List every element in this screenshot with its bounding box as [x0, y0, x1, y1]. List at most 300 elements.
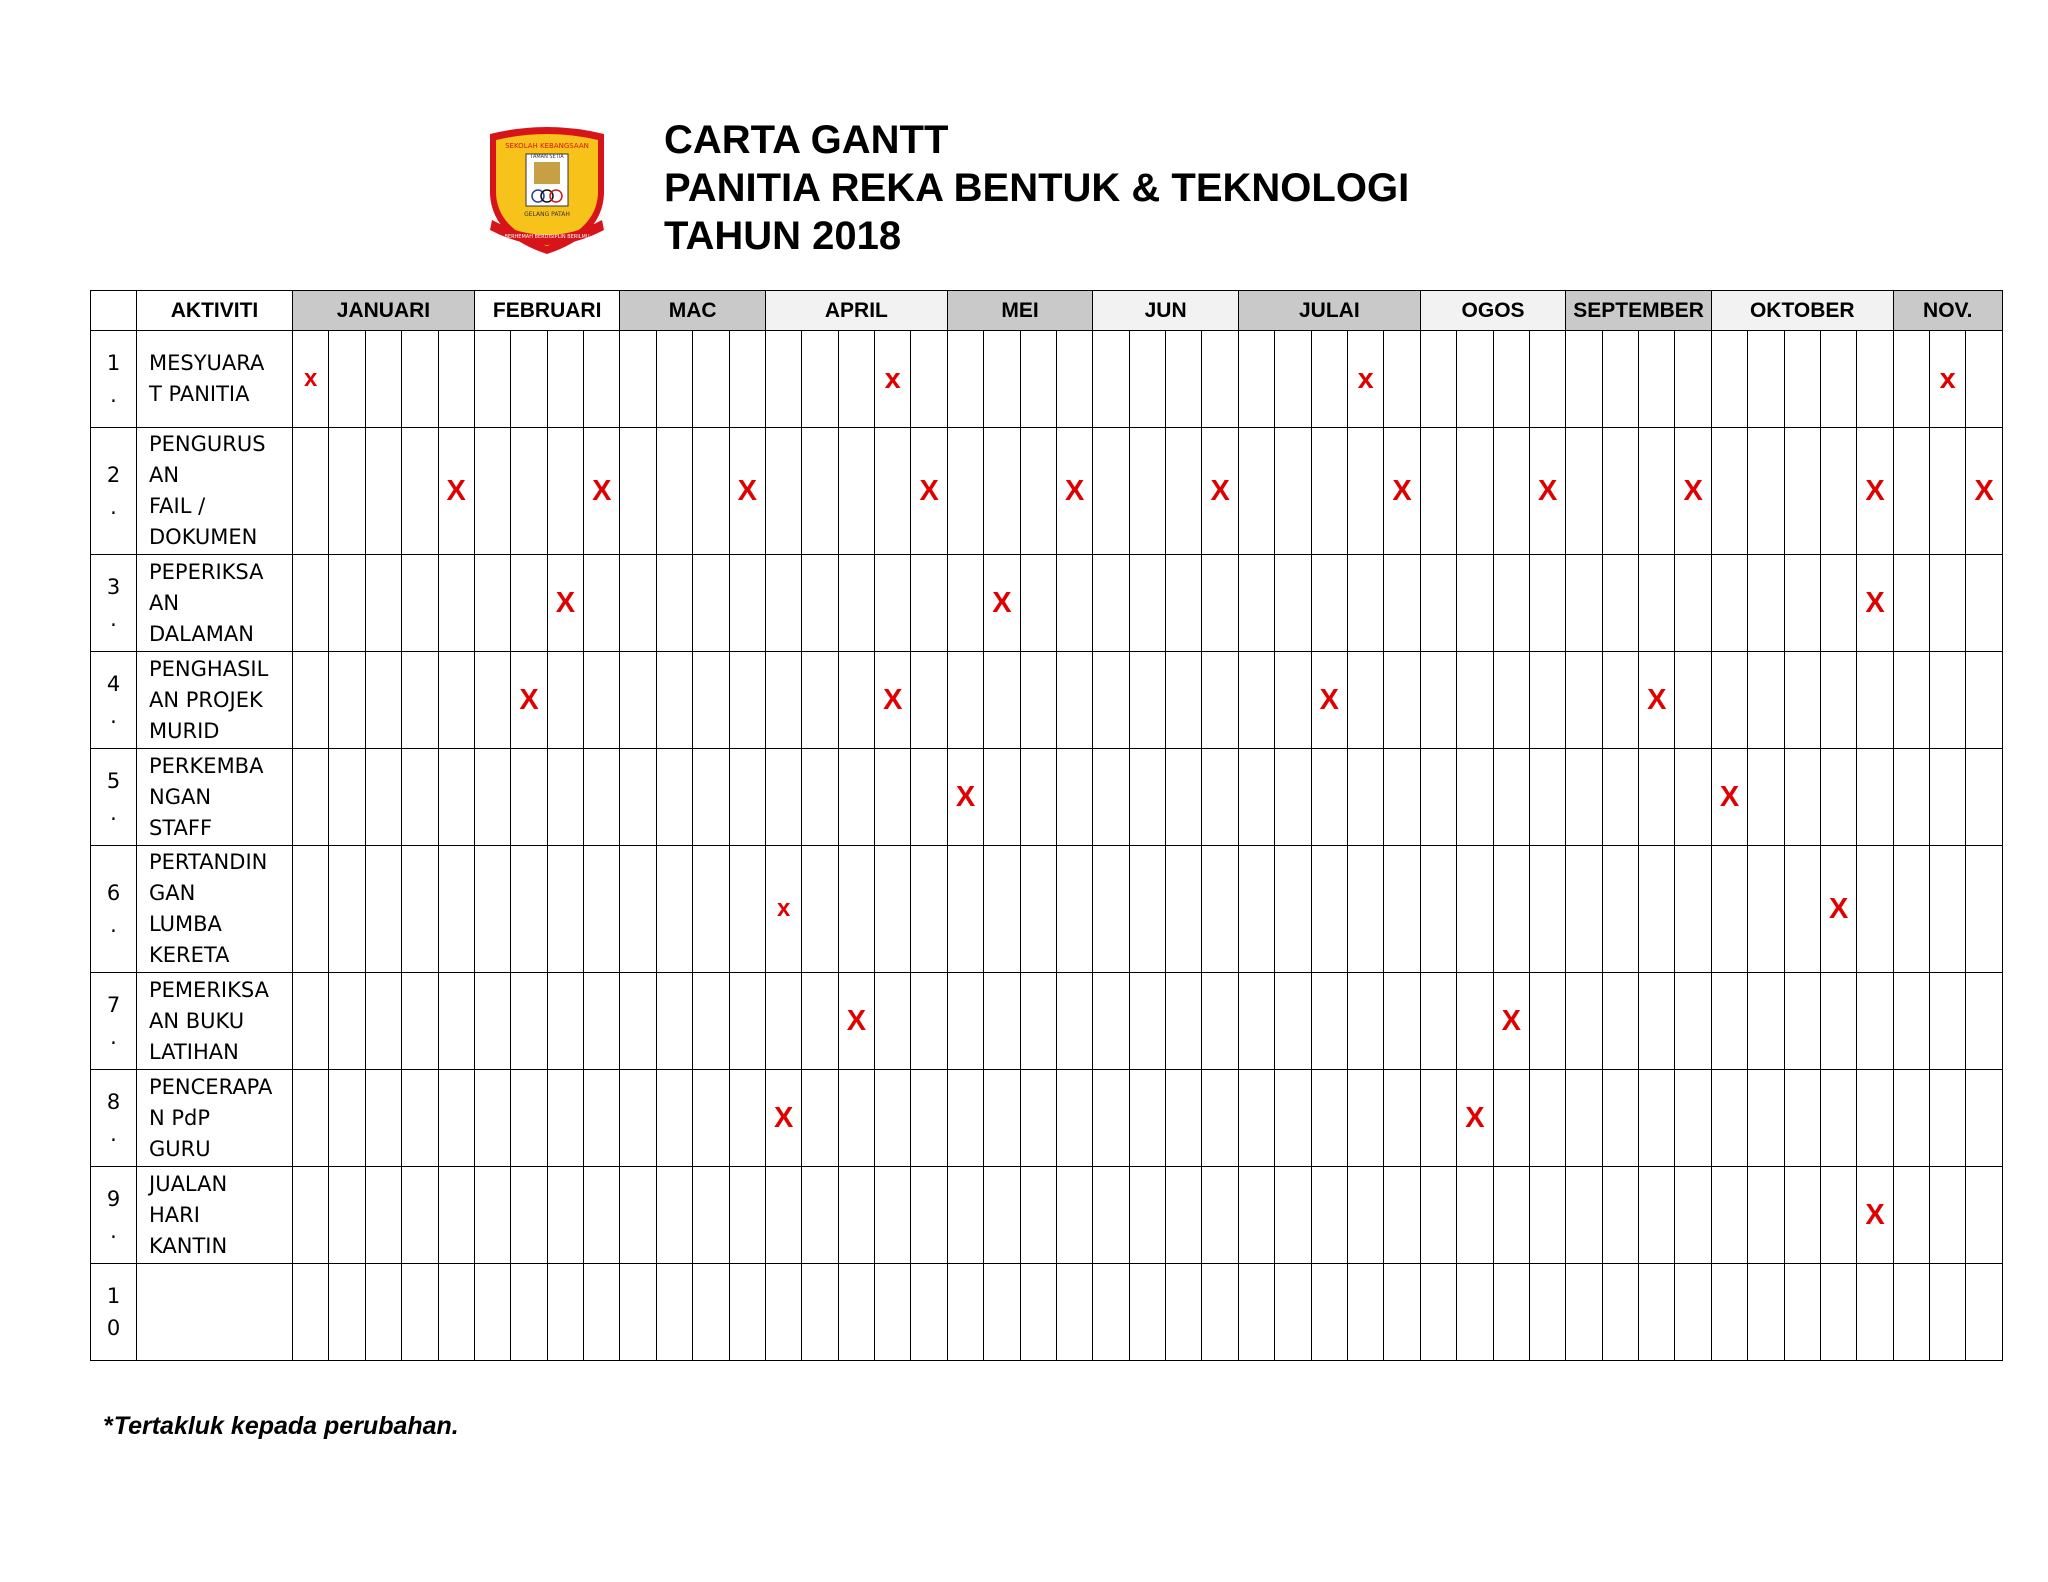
week-cell [1748, 846, 1784, 973]
week-cell [547, 1070, 583, 1167]
week-cell [984, 749, 1020, 846]
week-cell [1639, 1264, 1675, 1361]
activity-name: JUALAN HARI KANTIN [137, 1167, 293, 1264]
week-cell [474, 846, 510, 973]
week-cell [620, 749, 656, 846]
week-cell [1602, 331, 1638, 428]
week-cell [1566, 428, 1602, 555]
gantt-chart-table [90, 290, 2003, 1361]
row-number: 1 0 [91, 1264, 137, 1361]
week-cell [1748, 973, 1784, 1070]
week-cell [1748, 652, 1784, 749]
week-cell [1857, 749, 1893, 846]
row-number: 8 . [91, 1070, 137, 1167]
week-cell [1275, 331, 1311, 428]
week-cell [1166, 1167, 1202, 1264]
week-cell [1820, 652, 1856, 749]
week-cell [765, 428, 801, 555]
activity-row [91, 1264, 2003, 1361]
week-cell [1202, 1264, 1238, 1361]
week-cell [1966, 1264, 2002, 1361]
week-cell [1093, 1167, 1129, 1264]
week-cell [1711, 428, 1747, 555]
week-cell [1420, 973, 1456, 1070]
week-cell [1566, 555, 1602, 652]
week-cell [547, 331, 583, 428]
week-cell [1966, 749, 2002, 846]
schedule-mark: X [911, 428, 947, 555]
week-cell [511, 1264, 547, 1361]
week-cell [911, 973, 947, 1070]
week-cell [474, 331, 510, 428]
week-cell [1820, 428, 1856, 555]
week-cell [1784, 652, 1820, 749]
week-cell [1493, 555, 1529, 652]
week-cell [1784, 1264, 1820, 1361]
activity-row [91, 652, 2003, 749]
week-cell [547, 973, 583, 1070]
week-cell [620, 555, 656, 652]
week-cell [1384, 1167, 1420, 1264]
week-cell [693, 1264, 729, 1361]
week-cell [474, 749, 510, 846]
week-cell [693, 749, 729, 846]
week-cell [1238, 555, 1274, 652]
week-cell [329, 749, 365, 846]
activity-name: MESYUARA T PANITIA [137, 331, 293, 428]
week-cell [693, 555, 729, 652]
week-cell [1493, 1070, 1529, 1167]
week-cell [875, 973, 911, 1070]
week-cell [1893, 1264, 1929, 1361]
schedule-mark: X [1857, 428, 1893, 555]
schedule-mark: X [729, 428, 765, 555]
week-cell [1384, 973, 1420, 1070]
week-cell [511, 428, 547, 555]
week-cell [1311, 331, 1347, 428]
week-cell [1857, 652, 1893, 749]
week-cell [1784, 1167, 1820, 1264]
week-cell [1675, 846, 1711, 973]
week-cell [365, 1070, 401, 1167]
week-cell [1711, 1167, 1747, 1264]
week-cell [1093, 1070, 1129, 1167]
week-cell [1493, 846, 1529, 973]
week-cell [365, 1167, 401, 1264]
week-cell [838, 555, 874, 652]
week-cell [1639, 331, 1675, 428]
week-cell [947, 652, 983, 749]
activity-row [91, 749, 2003, 846]
week-cell [1820, 1264, 1856, 1361]
week-cell [402, 1070, 438, 1167]
week-cell [838, 428, 874, 555]
week-cell [1238, 1070, 1274, 1167]
week-cell [438, 749, 474, 846]
week-cell [1748, 555, 1784, 652]
week-cell [584, 1167, 620, 1264]
week-cell [547, 1264, 583, 1361]
month-header-nov: NOV. [1893, 291, 2002, 331]
week-cell [1639, 1070, 1675, 1167]
week-cell [1457, 973, 1493, 1070]
week-cell [947, 1264, 983, 1361]
week-cell [1748, 331, 1784, 428]
week-cell [1238, 652, 1274, 749]
week-cell [1675, 331, 1711, 428]
week-cell [584, 1070, 620, 1167]
week-cell [1675, 652, 1711, 749]
week-cell [802, 1264, 838, 1361]
schedule-mark: x [293, 331, 329, 428]
week-cell [438, 1070, 474, 1167]
week-cell [511, 749, 547, 846]
week-cell [1711, 331, 1747, 428]
week-cell [329, 1264, 365, 1361]
week-cell [1166, 749, 1202, 846]
week-cell [1129, 428, 1165, 555]
week-cell [1639, 428, 1675, 555]
week-cell [1602, 1264, 1638, 1361]
week-cell [765, 1264, 801, 1361]
week-cell [1893, 652, 1929, 749]
week-cell [474, 1070, 510, 1167]
week-cell [547, 846, 583, 973]
week-cell [1311, 846, 1347, 973]
week-cell [511, 555, 547, 652]
week-cell [1893, 428, 1929, 555]
week-cell [729, 555, 765, 652]
schedule-mark: X [838, 973, 874, 1070]
week-cell [838, 1167, 874, 1264]
week-cell [438, 846, 474, 973]
week-cell [474, 1167, 510, 1264]
week-cell [1275, 1070, 1311, 1167]
row-number: 7 . [91, 973, 137, 1070]
month-header-mei: MEI [947, 291, 1093, 331]
week-cell [1930, 1070, 1966, 1167]
week-cell [1129, 652, 1165, 749]
week-cell [1930, 1264, 1966, 1361]
week-cell [1457, 652, 1493, 749]
week-cell [1966, 1070, 2002, 1167]
week-cell [438, 973, 474, 1070]
footnote [104, 1412, 459, 1441]
week-cell [329, 331, 365, 428]
week-cell [1056, 846, 1092, 973]
week-cell [765, 749, 801, 846]
week-cell [365, 1264, 401, 1361]
week-cell [365, 749, 401, 846]
week-cell [875, 846, 911, 973]
week-cell [1820, 1167, 1856, 1264]
week-cell [838, 652, 874, 749]
week-cell [1166, 1264, 1202, 1361]
week-cell [1930, 749, 1966, 846]
week-cell [1311, 1167, 1347, 1264]
month-header-ogos: OGOS [1420, 291, 1566, 331]
week-cell [1093, 1264, 1129, 1361]
document-title [664, 116, 1409, 260]
week-cell [1711, 652, 1747, 749]
week-cell [875, 1264, 911, 1361]
week-cell [1675, 1070, 1711, 1167]
week-cell [984, 652, 1020, 749]
week-cell [802, 1167, 838, 1264]
week-cell [1166, 652, 1202, 749]
week-cell [329, 846, 365, 973]
week-cell [1857, 846, 1893, 973]
week-cell [1129, 1070, 1165, 1167]
week-cell [511, 331, 547, 428]
week-cell [1202, 652, 1238, 749]
week-cell [1857, 331, 1893, 428]
footnote-text: Tertakluk kepada perubahan. [113, 1412, 459, 1440]
week-cell [1893, 331, 1929, 428]
week-cell [693, 846, 729, 973]
week-cell [1275, 652, 1311, 749]
week-cell [1784, 749, 1820, 846]
week-cell [656, 652, 692, 749]
week-cell [365, 331, 401, 428]
week-cell [1166, 555, 1202, 652]
week-cell [293, 973, 329, 1070]
week-cell [365, 652, 401, 749]
week-cell [1129, 846, 1165, 973]
logo-text-place: GELANG PATAH [524, 211, 570, 218]
schedule-mark: X [1384, 428, 1420, 555]
week-cell [1020, 846, 1056, 973]
week-cell [1238, 1167, 1274, 1264]
week-cell [293, 749, 329, 846]
week-cell [293, 846, 329, 973]
row-number: 5 . [91, 749, 137, 846]
week-cell [838, 1070, 874, 1167]
week-cell [729, 846, 765, 973]
week-cell [1202, 1070, 1238, 1167]
week-cell [1529, 1167, 1565, 1264]
month-header-september: SEPTEMBER [1566, 291, 1712, 331]
title-line-1: CARTA GANTT [664, 118, 949, 162]
week-cell [802, 428, 838, 555]
week-cell [584, 555, 620, 652]
week-cell [729, 1167, 765, 1264]
week-cell [1202, 1167, 1238, 1264]
schedule-mark: X [1857, 555, 1893, 652]
week-cell [1893, 1167, 1929, 1264]
week-cell [1056, 973, 1092, 1070]
week-cell [1602, 846, 1638, 973]
week-cell [656, 331, 692, 428]
week-cell [1056, 749, 1092, 846]
week-cell [1238, 428, 1274, 555]
week-cell [1093, 555, 1129, 652]
week-cell [584, 846, 620, 973]
week-cell [1930, 846, 1966, 973]
week-cell [1348, 846, 1384, 973]
week-cell [1020, 555, 1056, 652]
week-cell [329, 555, 365, 652]
week-cell [1056, 652, 1092, 749]
week-cell [1020, 1264, 1056, 1361]
week-cell [584, 652, 620, 749]
week-cell [1784, 973, 1820, 1070]
week-cell [1493, 1264, 1529, 1361]
week-cell [402, 749, 438, 846]
week-cell [1275, 1264, 1311, 1361]
week-cell [1384, 652, 1420, 749]
schedule-mark: X [984, 555, 1020, 652]
schedule-mark: x [1930, 331, 1966, 428]
week-cell [365, 428, 401, 555]
week-cell [911, 749, 947, 846]
week-cell [1348, 1070, 1384, 1167]
week-cell [620, 1264, 656, 1361]
week-cell [293, 1264, 329, 1361]
week-cell [1238, 973, 1274, 1070]
week-cell [1493, 331, 1529, 428]
week-cell [1020, 1070, 1056, 1167]
activity-name: PENGHASIL AN PROJEK MURID [137, 652, 293, 749]
week-cell [1966, 1167, 2002, 1264]
row-number: 3 . [91, 555, 137, 652]
week-cell [1930, 652, 1966, 749]
school-crest-logo [482, 124, 612, 258]
month-header-februari: FEBRUARI [474, 291, 620, 331]
week-cell [1966, 555, 2002, 652]
week-cell [765, 1167, 801, 1264]
week-cell [1784, 428, 1820, 555]
week-cell [1493, 1167, 1529, 1264]
week-cell [1348, 428, 1384, 555]
week-cell [1966, 846, 2002, 973]
week-cell [1748, 1264, 1784, 1361]
week-cell [1420, 846, 1456, 973]
week-cell [1238, 1264, 1274, 1361]
week-cell [1457, 846, 1493, 973]
week-cell [584, 1264, 620, 1361]
schedule-mark: X [947, 749, 983, 846]
week-cell [1893, 973, 1929, 1070]
schedule-mark: x [875, 331, 911, 428]
week-cell [1384, 331, 1420, 428]
week-cell [693, 1070, 729, 1167]
week-cell [1384, 749, 1420, 846]
week-cell [1238, 331, 1274, 428]
activity-header: AKTIVITI [137, 291, 293, 331]
week-cell [1275, 1167, 1311, 1264]
activity-name: PERTANDIN GAN LUMBA KERETA [137, 846, 293, 973]
week-cell [329, 652, 365, 749]
week-cell [729, 652, 765, 749]
week-cell [1420, 331, 1456, 428]
week-cell [1566, 973, 1602, 1070]
gantt-header-row [91, 291, 2003, 331]
week-cell [875, 555, 911, 652]
week-cell [1566, 846, 1602, 973]
week-cell [1784, 331, 1820, 428]
activity-name: PEMERIKSA AN BUKU LATIHAN [137, 973, 293, 1070]
week-cell [838, 846, 874, 973]
week-cell [1857, 973, 1893, 1070]
week-cell [1020, 749, 1056, 846]
week-cell [656, 1264, 692, 1361]
week-cell [511, 973, 547, 1070]
week-cell [1056, 555, 1092, 652]
week-cell [1166, 846, 1202, 973]
activity-name [137, 1264, 293, 1361]
schedule-mark: X [1529, 428, 1565, 555]
week-cell [1056, 331, 1092, 428]
week-cell [1602, 652, 1638, 749]
activity-row [91, 846, 2003, 973]
week-cell [620, 652, 656, 749]
week-cell [402, 428, 438, 555]
week-cell [729, 1264, 765, 1361]
week-cell [1275, 846, 1311, 973]
week-cell [1930, 1167, 1966, 1264]
week-cell [1311, 973, 1347, 1070]
week-cell [802, 555, 838, 652]
week-cell [1820, 331, 1856, 428]
week-cell [947, 428, 983, 555]
week-cell [1129, 331, 1165, 428]
footnote-asterisk: * [104, 1412, 114, 1440]
week-cell [1748, 749, 1784, 846]
week-cell [1639, 749, 1675, 846]
month-header-april: APRIL [765, 291, 947, 331]
week-cell [329, 428, 365, 555]
schedule-mark: X [584, 428, 620, 555]
week-cell [656, 1070, 692, 1167]
activity-name: PERKEMBA NGAN STAFF [137, 749, 293, 846]
week-cell [1529, 973, 1565, 1070]
week-cell [1893, 846, 1929, 973]
week-cell [1493, 428, 1529, 555]
week-cell [1602, 1167, 1638, 1264]
activity-row [91, 1070, 2003, 1167]
week-cell [1529, 652, 1565, 749]
week-cell [1784, 1070, 1820, 1167]
week-cell [1529, 749, 1565, 846]
week-cell [1820, 555, 1856, 652]
week-cell [1966, 652, 2002, 749]
week-cell [1238, 749, 1274, 846]
week-cell [584, 749, 620, 846]
week-cell [1420, 1167, 1456, 1264]
week-cell [1093, 749, 1129, 846]
week-cell [1202, 749, 1238, 846]
week-cell [802, 846, 838, 973]
week-cell [765, 555, 801, 652]
week-cell [984, 1167, 1020, 1264]
activity-row [91, 973, 2003, 1070]
week-cell [1093, 652, 1129, 749]
week-cell [911, 1167, 947, 1264]
week-cell [1529, 331, 1565, 428]
week-cell [1275, 973, 1311, 1070]
week-cell [1238, 846, 1274, 973]
week-cell [1748, 1070, 1784, 1167]
activity-name: PENGURUS AN FAIL / DOKUMEN [137, 428, 293, 555]
week-cell [1711, 846, 1747, 973]
logo-text-name: TAMAN SETIA [530, 154, 564, 160]
week-cell [802, 331, 838, 428]
week-cell [693, 428, 729, 555]
schedule-mark: X [1820, 846, 1856, 973]
week-cell [1675, 973, 1711, 1070]
week-cell [911, 1264, 947, 1361]
